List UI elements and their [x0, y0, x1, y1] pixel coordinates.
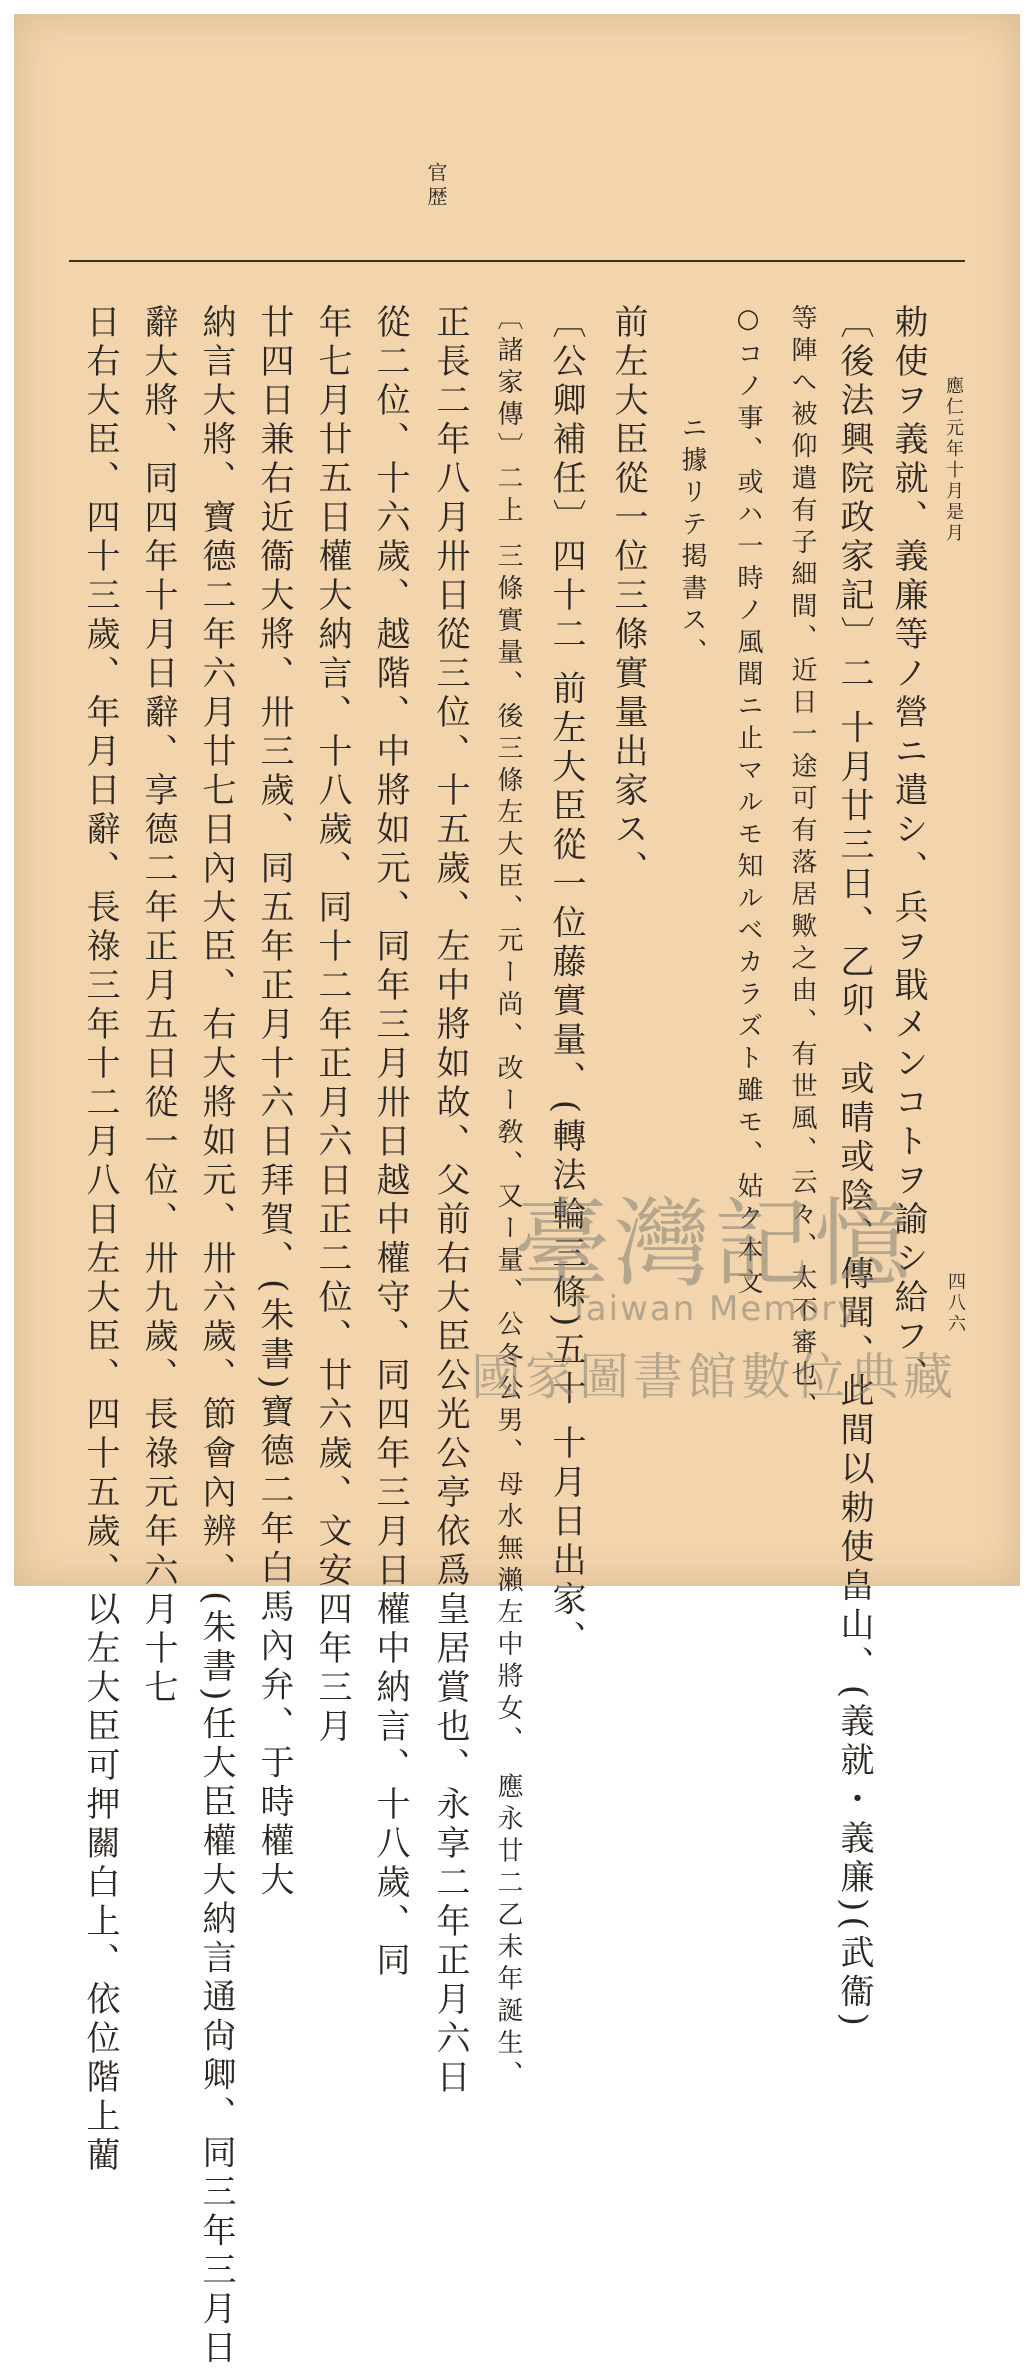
text-column: 〔諸家傳〕二上 三條實量、後三條左大臣、元ー尚、改ー敎、又ー量、公冬公男、母水無瀨左中將女、 應永廿二乙未年誕生、 [493, 304, 523, 2093]
text-column: 日右大臣、四十三歲、年月日辭、長祿三年十二月八日左大臣、四十五歲、以左大臣可押關白上、依位階上藺 [80, 304, 120, 2176]
text-column: 前左大臣從一位三條實量出家ス、 [608, 304, 648, 889]
text-column: 辭大將、同四年十月日辭、享德二年正月五日從一位、卅九歲、長祿元年六月十七 [138, 304, 178, 1708]
text-column: 勅使ヲ義就、義廉等ノ營ニ遣シ、兵ヲ戢メンコトヲ諭シ給フ、 [888, 304, 928, 1396]
header-rule [69, 260, 965, 262]
date-heading: 應仁元年十月是月 [943, 376, 964, 544]
watermark-source: 國家圖書館數位典藏 [471, 1348, 957, 1406]
text-column: 廿四日兼右近衞大將、卅三歲、同五年正月十六日拜賀、(朱書)寶德二年白馬內弁、于時權大 [254, 304, 294, 1901]
text-column: ニ據リテ掲書ス、 [677, 414, 707, 670]
book-page [14, 14, 1020, 2369]
library-watermark [454, 1189, 974, 1449]
watermark-english: Taiwan Memory [568, 1289, 860, 1329]
page-number: 四八六 [945, 1272, 966, 1335]
text-column: 從二位、十六歲、越階、中將如元、同年三月卅日越中權守、同四年三月日權中納言、十八歲、同 [370, 304, 410, 1981]
text-column: 年七月廿五日權大納言、十八歲、同十二年正月六日正二位、廿六歲、文安四年三月 [312, 304, 352, 1747]
text-column: 正長二年八月卅日從三位、十五歲、左中將如故、父前右大臣公光公亭依爲皇居賞也、永享二年正月六日 [430, 304, 470, 2098]
text-column: ○コノ事、或ハ一時ノ風聞ニ止マルモ知ルベカラズト雖モ、姑ク本文 [733, 304, 763, 1300]
watermark-title: 臺灣記憶 [514, 1188, 914, 1300]
text-column: 〔公卿補任〕四十二 前左大臣從一位藤實量、(轉法輪三條)五十 十月日出家、 [546, 304, 586, 1660]
text-column: 納言大將、寶德二年六月廿七日內大臣、右大將如元、卅六歲、節會內辨、(朱書)任大臣權大納言通尙卿、同三年三月日 [196, 304, 236, 2369]
text-column: 〔後法興院政家記〕二 十月廿三日、乙卯、或晴或陰、傳聞、此間以勅使畠山、(義就・義廉)(武衞) [834, 304, 874, 2031]
running-title: 官歴 [424, 162, 448, 210]
text-column: 等陣へ被仰遣有子細間、近日一途可有落居歟之由、有世風、云々、太不審也、 [787, 304, 817, 1424]
